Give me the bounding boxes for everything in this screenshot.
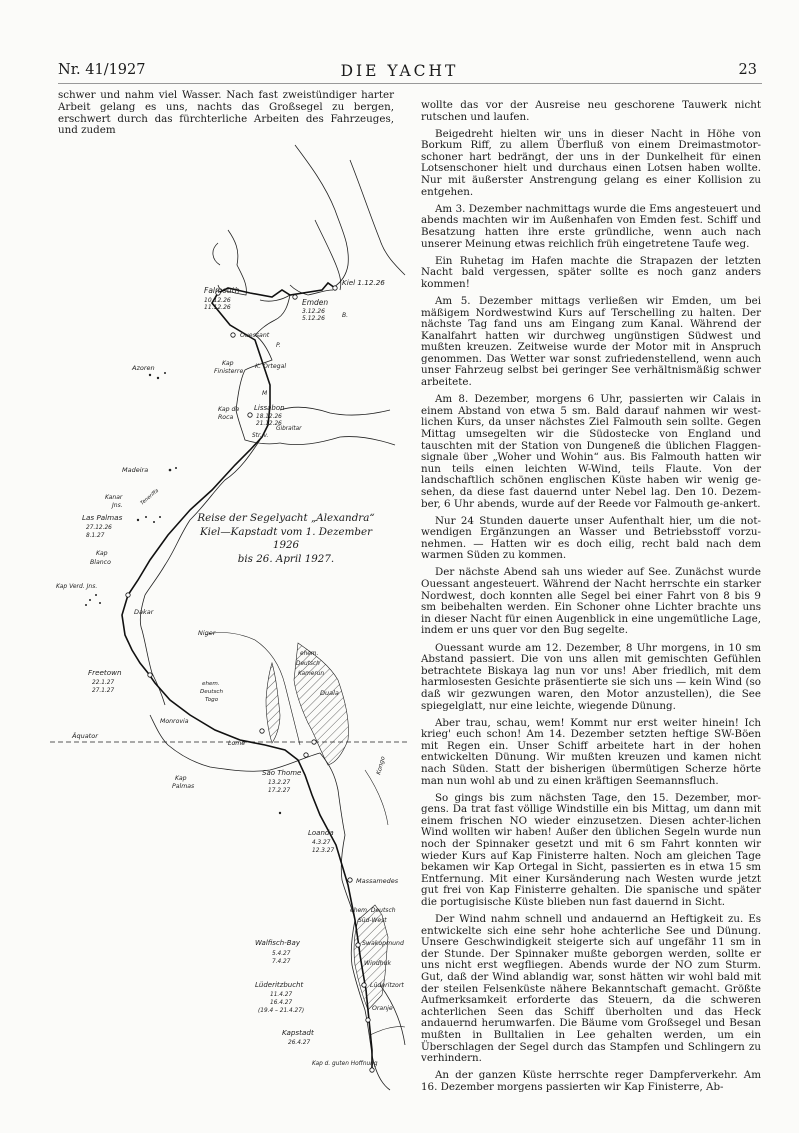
- label-kap-blanco-1: Kap: [96, 550, 108, 557]
- label-las-palmas-date1: 27.12.26: [86, 525, 112, 531]
- label-kapstadt-date: 26.4.27: [288, 1040, 311, 1046]
- label-walfisch-date1: 5.4.27: [272, 951, 291, 957]
- label-gibraltar-1: Str. v.: [252, 433, 269, 439]
- label-emden-date2: 5.12.26: [302, 315, 325, 322]
- label-kapstadt: Kapstadt: [282, 1028, 314, 1037]
- label-windhuk: Windhuk: [364, 960, 392, 967]
- caption-line-2: Kiel—Kapstadt vom 1. Dezember 1926: [199, 525, 373, 551]
- label-kap-blanco-2: Blanco: [90, 559, 111, 566]
- label-sao-thome-date2: 17.2.27: [268, 788, 291, 794]
- label-luderitz-date3: (19.4 – 21.4.27): [258, 1008, 305, 1014]
- label-lissabon-date2: 21.12.26: [256, 421, 282, 427]
- paragraph: So gings bis zum nächsten Tage, den 15. Dezember, mor-gens. Da trat fast völlige Windstille ein bis Mittag, um dann mit einem frischen NO wieder einzusetzen. Diesen achter-lichen Wind wollten wir haben! Außer den üblichen Segeln wurde nun noch der Spinnaker gesetzt und mit 6 sm Fahrt konnten wir wieder Kurs auf Kap Finisterre halten. Noch am gleichen Tage bekamen wir Kap Ortegal in Sicht, passierten es in etwa 15 sm Entfernung. Mit einer Kursänderung nach Westen wurde jetzt gut frei von Kap Finisterre gehalten. Die spanische und später die portugisische Küste blieben nun fast dauernd in Sicht.: [421, 791, 761, 908]
- label-freetown-date2: 27.1.27: [92, 688, 115, 694]
- label-las-palmas: Las Palmas: [82, 513, 123, 522]
- right-column: [421, 100, 761, 1099]
- header-rule: [58, 83, 762, 84]
- label-k-ortegal: K. Ortegal: [255, 363, 287, 370]
- label-luderitz-date2: 16.4.27: [270, 1000, 293, 1006]
- label-loanda: Loanda: [308, 829, 334, 837]
- label-togo-3: Togo: [205, 697, 219, 703]
- label-walfisch-bay: Walfisch-Bay: [255, 939, 300, 947]
- label-freetown-date1: 22.1.27: [92, 680, 115, 686]
- caption-line-3: bis 26. April 1927.: [237, 552, 335, 565]
- label-kanar-1: Kanar: [105, 494, 123, 501]
- label-falmouth-date1: 10.12.26: [204, 297, 231, 304]
- label-m: M: [262, 390, 268, 397]
- map-labels: [56, 278, 404, 1067]
- label-kap-verd: Kap Verd. Jns.: [56, 583, 98, 590]
- kongo-river: [365, 770, 388, 825]
- label-lome: Lome: [228, 740, 246, 747]
- label-aquator: Äquator: [72, 732, 98, 740]
- label-kap-guten: Kap d. guten Hoffnung: [312, 1061, 378, 1067]
- paragraph: Aber trau, schau, wem! Kommt nur erst weiter hinein! Ich krieg' euch schon! Am 14. Dezember setzten heftige SW-Böen mit Regen ein. Unser Schiff arbeitete hart in der hohen entwickelten Dünung. Wir mußten kreuzen und kamen nicht nach Süden. Statt der bisherigen übermütigen Scherze hörte man nun wohl ab und zu einen kräftigen Seemannsfluch.: [421, 716, 761, 787]
- paragraph: Der Wind nahm schnell und andauernd an Heftigkeit zu. Es entwickelte sich eine sehr hohe achterliche See und Dünung. Unsere Geschwindigkeit steigerte sich auf ungefähr 11 sm in der Stunde. Der Spinnaker mußte geborgen werden, sollte er uns nicht erst wegfliegen. Abends wurde der NO zum Sturm. Gut, daß der Wind ablandig war, sonst hätten wir wohl bald mit der steilen Felsenküste nähere Bekanntschaft gemacht. Größte Aufmerksamkeit erforderte das Steuern, da die schweren achterlichen Seen das Schiff überholten und das Heck andauernd herumwarfen. Die Bäume vom Großsegel und Besan mußten in Bulltalien in Lee gehalten werden, um ein Überschlagen der Segel durch das Stampfen und Schlingern zu verhindern.: [421, 913, 761, 1065]
- label-monrovia: Monrovia: [160, 718, 189, 725]
- label-loanda-date1: 4.3.27: [312, 840, 331, 846]
- label-oranje: Oranje: [372, 1005, 393, 1012]
- label-kamerun-3: Kamerun: [298, 671, 325, 677]
- label-emden-date1: 3.12.26: [302, 308, 325, 315]
- label-falmouth: Falmouth: [204, 286, 240, 295]
- label-emden: Emden: [302, 298, 329, 307]
- paragraph: Am 8. Dezember, morgens 6 Uhr, passierten wir Calais in einem Abstand von etwa 5 sm. Bald darauf nahmen wir west-lichen Kurs, da unser nächstes Ziel Falmouth sein sollte. Gegen Mittag umsegelten wir die Südostecke von England und tauschten mit der Station von Dungeneß die üblichen Flaggen-signale über „Woher und Wohin“ aus. Bis Falmouth hatten wir nun teils einen leichten W-Wind, teils Flaute. Von der landschaftlich schönen englischen Küste haben wir wenig ge-sehen, da diese fast dauernd unter Nebel lag. Den 10. Dezem-ber, 6 Uhr abends, wurde auf der Reede vor Falmouth ge-ankert.: [421, 393, 761, 510]
- label-kongo: Kongo: [375, 755, 387, 776]
- paragraph: Ouessant wurde am 12. Dezember, 8 Uhr morgens, in 10 sm Abstand passiert. Die von uns allen mit gemischten Gefühlen betrachtete Biskaya lag nun vor uns! Aber friedlich, mit dem harmlosesten Gesichte präsentierte sie sich uns — kein Wind (so daß wir gezwungen waren, den Motor anzustellen), die See spiegelglatt, nur eine leichte, wiegende Dünung.: [421, 641, 761, 712]
- label-kamerun-1: ehem.: [300, 651, 319, 657]
- oranje-river: [370, 1027, 405, 1035]
- label-kap-de-roca-1: Kap de: [218, 406, 240, 413]
- label-loanda-date2: 12.3.27: [312, 848, 335, 854]
- voyage-map: [50, 125, 410, 1125]
- label-kap-palmas-2: Palmas: [172, 783, 195, 790]
- paragraph: Der nächste Abend sah uns wieder auf See. Zunächst wurde Ouessant angesteuert. Während der Nacht herrschte ein starker Nordwest, doch konnten alle Segel bei einer Fahrt von 8 bis 9 sm beibehalten werden. Ein Schoner ohne Lichter brachte uns in dieser Nacht für einen Augenblick in eine ungemütliche Lage, indem er uns quer vor den Bug segelte.: [421, 566, 761, 637]
- label-freetown: Freetown: [88, 668, 122, 677]
- label-luderitz-date1: 11.4.27: [270, 992, 293, 998]
- paragraph: Nur 24 Stunden dauerte unser Aufenthalt hier, um die not-wendigen Ergänzungen an Wasser und Betriebsstoff vorzu-nehmen. — Hatten wir es doch eilig, recht bald nach dem warmen Süden zu kommen.: [421, 514, 761, 562]
- label-sao-thome-date1: 13.2.27: [268, 780, 291, 786]
- label-kap-finisterre-1: Kap: [222, 360, 234, 367]
- label-sudwest-2: Süd-West: [358, 917, 387, 924]
- label-sao-thome: Sao Thome: [262, 769, 302, 777]
- label-togo-1: ehem.: [202, 681, 220, 687]
- label-duala: Duala: [320, 689, 339, 697]
- page-number: 23: [738, 62, 757, 78]
- paragraph: Am 3. Dezember nachmittags wurde die Ems angesteuert und abends machten wir im Außenhafen von Emden fest. Schiff und Besatzung hatten ihre erste gründliche, wenn auch nach unserer Meinung etwas reichlich früh eingetretene Taufe weg.: [421, 202, 761, 250]
- map-caption: [186, 512, 386, 566]
- label-lissabon-date1: 18.12.26: [256, 414, 282, 420]
- paragraph: Am 5. Dezember mittags verließen wir Emden, um bei mäßigem Nordwestwind Kurs auf Terschelling zu halten. Der nächste Tag fand uns am Eingang zum Kanal. Während der Kanalfahrt hatten wir durchweg ungünstigen Südwest und mußten kreuzen. Zeitweise wurde der Motor mit in Anspruch genommen. Das Wetter war sonst zufriedenstellend, wenn auch unser Fahrzeug selbst bei geringer See verhältnismäßig schwer arbeitete.: [421, 294, 761, 389]
- label-luderitzbucht: Lüderitzbucht: [255, 981, 304, 989]
- label-teneriffa: Teneriffa: [139, 487, 161, 507]
- label-madeira: Madeira: [122, 466, 149, 474]
- label-kap-de-roca-2: Roca: [218, 414, 234, 421]
- label-kap-palmas-1: Kap: [175, 775, 187, 782]
- paragraph: Beigedreht hielten wir uns in dieser Nacht in Höhe von Borkum Riff, zu allem Überfluß von einem Dreimastmotor-schoner hart bedrängt, der uns in der Dunkelheit für einen Lotsenschoner hielt und durchaus einen Lotsen haben wollte. Nur mit äußerster Anstrengung gelang es einer Kollision zu entgehen.: [421, 127, 761, 198]
- label-niger: Niger: [198, 629, 216, 637]
- paragraph: An der ganzen Küste herrschte reger Dampferverkehr. Am 16. Dezember morgens passierten wir Kap Finisterre, Ab-: [421, 1069, 761, 1093]
- left-column-paragraph: schwer und nahm viel Wasser. Nach fast zweistündiger harter Arbeit gelang es uns, nachts das Großsegel zu bergen, erschwert durch das fürchterliche Arbeiten des Fahrzeuges, und zudem: [58, 89, 394, 137]
- label-kiel: Kiel 1.12.26: [342, 278, 385, 287]
- label-falmouth-date2: 11.12.26: [204, 304, 231, 311]
- togo-area: [266, 663, 280, 743]
- label-kamerun-2: Deutsch: [296, 661, 320, 667]
- paragraph: Ein Ruhetag im Hafen machte die Strapazen der letzten Nacht bald vergessen, später sollte es noch ganz anders kommen!: [421, 254, 761, 290]
- label-sudwest-1: ehem. Deutsch: [350, 907, 396, 914]
- label-luderitzort: Lüderitzort: [370, 982, 404, 989]
- issue-number: Nr. 41/1927: [58, 62, 146, 78]
- label-lissabon: Lissabon: [254, 404, 285, 412]
- label-gibraltar-2: Gibraltar: [276, 426, 302, 432]
- label-swakopmund: Swakopmund: [362, 940, 404, 947]
- label-las-palmas-date2: 8.1.27: [86, 533, 105, 539]
- label-azoren: Azoren: [132, 364, 155, 372]
- label-p: P.: [276, 342, 281, 349]
- label-togo-2: Deutsch: [200, 689, 224, 695]
- paragraph: wollte das vor der Ausreise neu geschorene Tauwerk nicht rutschen und laufen.: [421, 99, 761, 123]
- label-dakar: Dakar: [134, 608, 154, 616]
- label-massamedes: Massamedes: [356, 877, 399, 885]
- label-ouessant: Ouessant: [240, 332, 270, 339]
- magazine-title: DIE YACHT: [340, 62, 459, 80]
- caption-line-1: Reise der Segelyacht „Alexandra“: [197, 512, 375, 524]
- label-walfisch-date2: 7.4.27: [272, 959, 291, 965]
- label-b: B.: [342, 312, 349, 319]
- label-kap-finisterre-2: Finisterre: [214, 368, 244, 375]
- label-kanar-2: Jns.: [112, 502, 123, 509]
